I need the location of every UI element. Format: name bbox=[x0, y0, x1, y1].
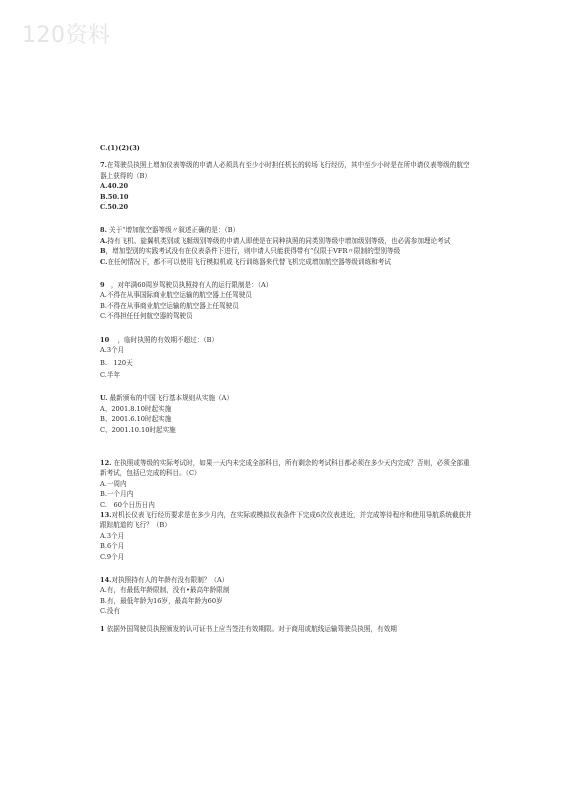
q7-option-a: A.40.20 bbox=[100, 182, 129, 191]
q14-option-b: B.有，最低年龄为16岁，最高年龄为60岁 bbox=[100, 596, 223, 605]
q9-option-b: B.不得在从事商业航空运输的航空器上任驾驶员 bbox=[100, 301, 239, 310]
q8-option-c: C.在任何情况下，都不可以使用飞行模拟机或飞行训练器来代替飞机完成增加航空器等级训练和考试 bbox=[100, 257, 391, 266]
q8-option-b: B，增加型别的实践考试没有在仪表条件下进行，则申请人只能获得带有“仅限于VFR〃限制的型别等级 bbox=[100, 247, 401, 256]
q12-option-c: C. 60个日历日内 bbox=[100, 500, 155, 509]
q14-option-c: C.没有 bbox=[100, 607, 121, 616]
q10-option-a: A.3个月 bbox=[100, 346, 125, 355]
q13-option-b: B.6个月 bbox=[100, 542, 125, 551]
q13-option-a: A.3个月 bbox=[100, 531, 125, 540]
q13-stem: 13.对机长仪表飞行经历要求是在多少月内，在实际或模拟仪表条件下完成6次仪表进近，并完成等待程序和使用导航系统截获并跟踪航道的飞行？（B） bbox=[100, 510, 472, 530]
q10-stem: 10 ，临时执照的有效期不超过：（B） bbox=[100, 335, 219, 344]
q12-stem: 12. 在执照或等级的实际考试时，如果一天内未完成全部科目，所有剩余的考试科目都必须在多少天内完成？否则，必须全部重新考试，包括已完成的科目。（C） bbox=[100, 458, 470, 478]
q9-option-a: A.不得在从事国际商业航空运输的航空器上任驾驶员 bbox=[100, 291, 252, 300]
q8-stem: 8. 关于“增加航空器等级〃叙述正确的是：（B） bbox=[100, 226, 240, 235]
q13-option-c: C.9个月 bbox=[100, 552, 125, 561]
q10-option-b: B. 120天 bbox=[100, 358, 133, 367]
document-body bbox=[100, 143, 472, 634]
q12-option-a: A.一周内 bbox=[100, 479, 127, 488]
q15-stem: 1 依据外国驾驶员执照颁发的认可证书上应当签注有效期限。对于商用或航线运输驾驶员执照，有效期 bbox=[100, 624, 397, 633]
q7-stem: 7.在驾驶员执照上增加仪表等级的申请人必须具有至少小时担任机长的转场飞行经历，其中至少小时是在所申请仪表等级的航空器上获得的（B） bbox=[100, 161, 470, 180]
q11-option-c: C、2001.10.10时起实施 bbox=[100, 425, 176, 434]
q6-answer-line: C.(1)(2)(3) bbox=[100, 144, 140, 152]
q10-option-c: C.半年 bbox=[100, 370, 121, 379]
q12-option-b: B.一个月内 bbox=[100, 490, 134, 499]
q9-stem: 9 ，对年满60周岁驾驶员执照持有人的运行限制是：（A） bbox=[100, 281, 273, 290]
q8-option-a: A.持有飞机、旋翼机类别或飞艇级别等级的申请人即使是在同种执照的同类别等级中增加级别等级，也必需参加理论考试 bbox=[100, 236, 451, 245]
q14-option-a: A.有，有最低年龄限制，没有•最高年龄限制 bbox=[100, 586, 230, 595]
watermark-logo: 120资料 bbox=[22, 23, 111, 48]
q9-option-c: C.不得担任任何航空器的驾驶员 bbox=[100, 312, 193, 321]
q7-option-b: B.50.10 bbox=[100, 192, 129, 201]
q7-option-c: C.50.20 bbox=[100, 203, 129, 212]
q11-stem: U. 最新颁布的中国飞行基本规则从实施（A） bbox=[100, 394, 234, 403]
q11-option-a: A、2001.8.10时起实施 bbox=[100, 404, 172, 413]
q14-stem: 14.对执照持有人的年龄有没有限制？（A） bbox=[100, 576, 229, 584]
q11-option-b: B、2001.6.10时起实施 bbox=[100, 415, 172, 424]
